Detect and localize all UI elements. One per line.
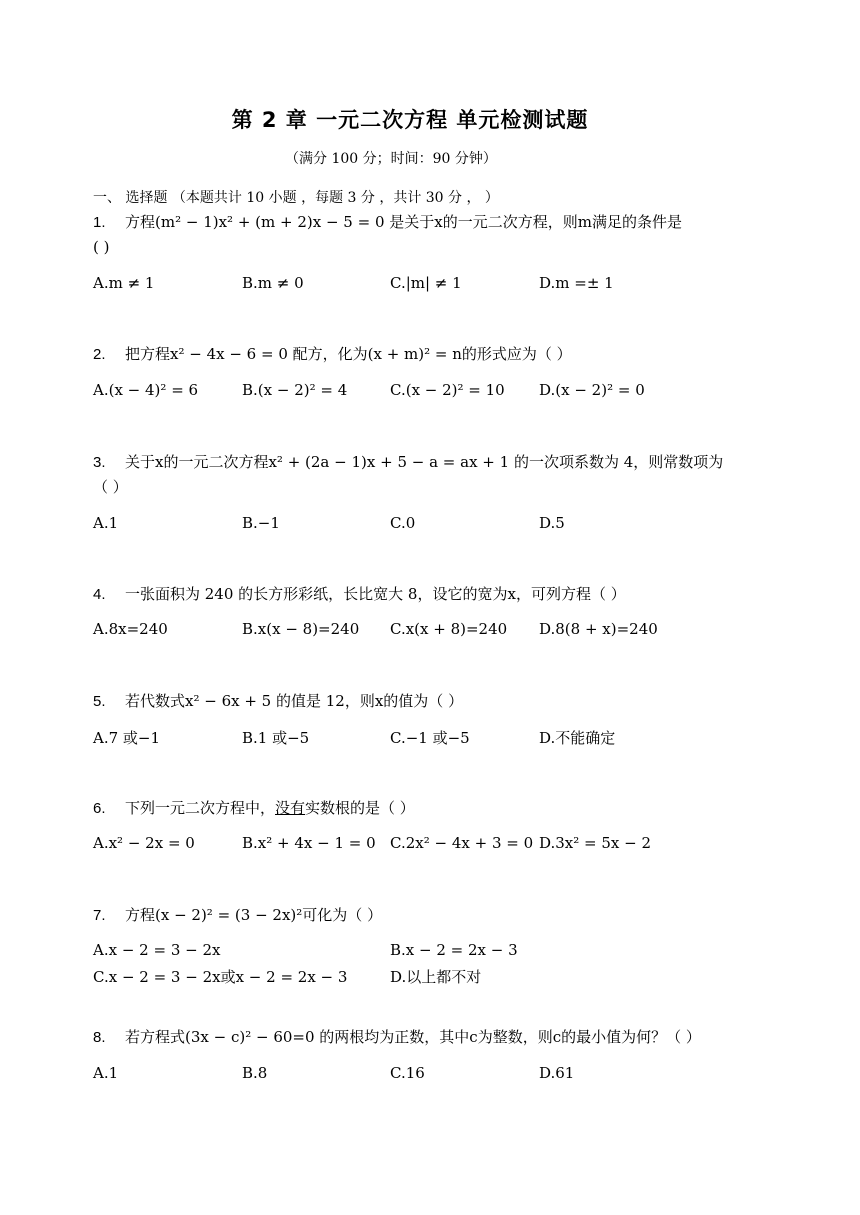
option-a: A.x² − 2x = 0 [93,834,195,852]
option-c: C.16 [390,1064,425,1082]
question-3 [93,450,783,499]
option-c: C.x − 2 = 3 − 2x或x − 2 = 2x − 3 [93,968,348,986]
option-b: B.(x − 2)² = 4 [242,381,348,399]
option-b: B.x − 2 = 2x − 3 [390,941,518,959]
question-text: 一张面积为 240 的长方形彩纸，长比宽大 8，设它的宽为x，可列方程（ ） [125,585,626,603]
option-b: B.−1 [242,514,280,532]
question-number: 8. [93,1029,106,1046]
question-2 [93,342,783,367]
question-text: 下列一元二次方程中， [125,799,276,817]
option-a: A.7 或−1 [93,729,161,747]
option-d: D.不能确定 [539,729,616,747]
option-d: D.61 [539,1064,575,1082]
question-text: 若方程式(3x − c)² − 60=0 的两根均为正数，其中c为整数，则c的最小值为何？（ ） [125,1028,701,1046]
question-text: 若代数式x² − 6x + 5 的值是 12，则x的值为（ ） [125,692,464,710]
question-4 [93,582,783,607]
question-number: 1. [93,214,106,231]
page-title: 第 2 章 一元二次方程 单元检测试题 [231,108,589,132]
option-b: B.m ≠ 0 [242,274,304,292]
option-a: A.1 [93,514,119,532]
question-text-end: 实数根的是（ ） [305,799,415,817]
option-d: D.5 [539,514,565,532]
question-text: 把方程x² − 4x − 6 = 0 配方，化为(x + m)² = n的形式应为（ ） [125,345,572,363]
option-c: C.−1 或−5 [390,729,470,747]
option-c: C.x(x + 8)=240 [390,620,508,638]
question-number: 6. [93,800,106,817]
question-text: 方程(x − 2)² = (3 − 2x)²可化为（ ） [125,906,383,924]
question-6 [93,796,783,821]
option-a: A.8x=240 [93,620,168,638]
question-number: 3. [93,454,106,471]
option-b: B.x(x − 8)=240 [242,620,360,638]
option-d: D.8(8 + x)=240 [539,620,658,638]
option-d: D.3x² = 5x − 2 [539,834,652,852]
question-7 [93,903,783,928]
question-text: 关于x的一元二次方程x² + (2a − 1)x + 5 − a = ax + 1 的一次项系数为 4，则常数项为 [125,453,724,471]
option-a: A.1 [93,1064,119,1082]
question-1 [93,210,783,259]
option-b: B.x² + 4x − 1 = 0 [242,834,376,852]
option-c: C.|m| ≠ 1 [390,274,462,292]
option-a: A.(x − 4)² = 6 [93,381,199,399]
question-8 [93,1025,783,1050]
question-text: 方程(m² − 1)x² + (m + 2)x − 5 = 0 是关于x的一元二次方程，则m满足的条件是 [125,213,682,231]
question-number: 2. [93,346,106,363]
question-text-continued: ( ) [93,238,110,256]
option-c: C.2x² − 4x + 3 = 0 [390,834,534,852]
option-b: B.1 或−5 [242,729,310,747]
option-c: C.(x − 2)² = 10 [390,381,505,399]
option-a: A.m ≠ 1 [93,274,155,292]
option-c: C.0 [390,514,416,532]
option-d: D.(x − 2)² = 0 [539,381,645,399]
question-text-continued: （ ） [93,478,128,496]
option-d: D.以上都不对 [390,968,482,986]
option-d: D.m =± 1 [539,274,614,292]
question-number: 4. [93,586,106,603]
underlined-keyword: 没有 [275,799,306,817]
option-b: B.8 [242,1064,268,1082]
question-number: 7. [93,907,106,924]
exam-subtitle: （满分 100 分；时间：90 分钟） [285,151,497,167]
question-number: 5. [93,693,106,710]
section-heading: 一、 选择题 （本题共计 10 小题 ，每题 3 分 ，共计 30 分 ， ） [93,190,499,206]
question-5 [93,689,783,714]
option-a: A.x − 2 = 3 − 2x [93,941,221,959]
